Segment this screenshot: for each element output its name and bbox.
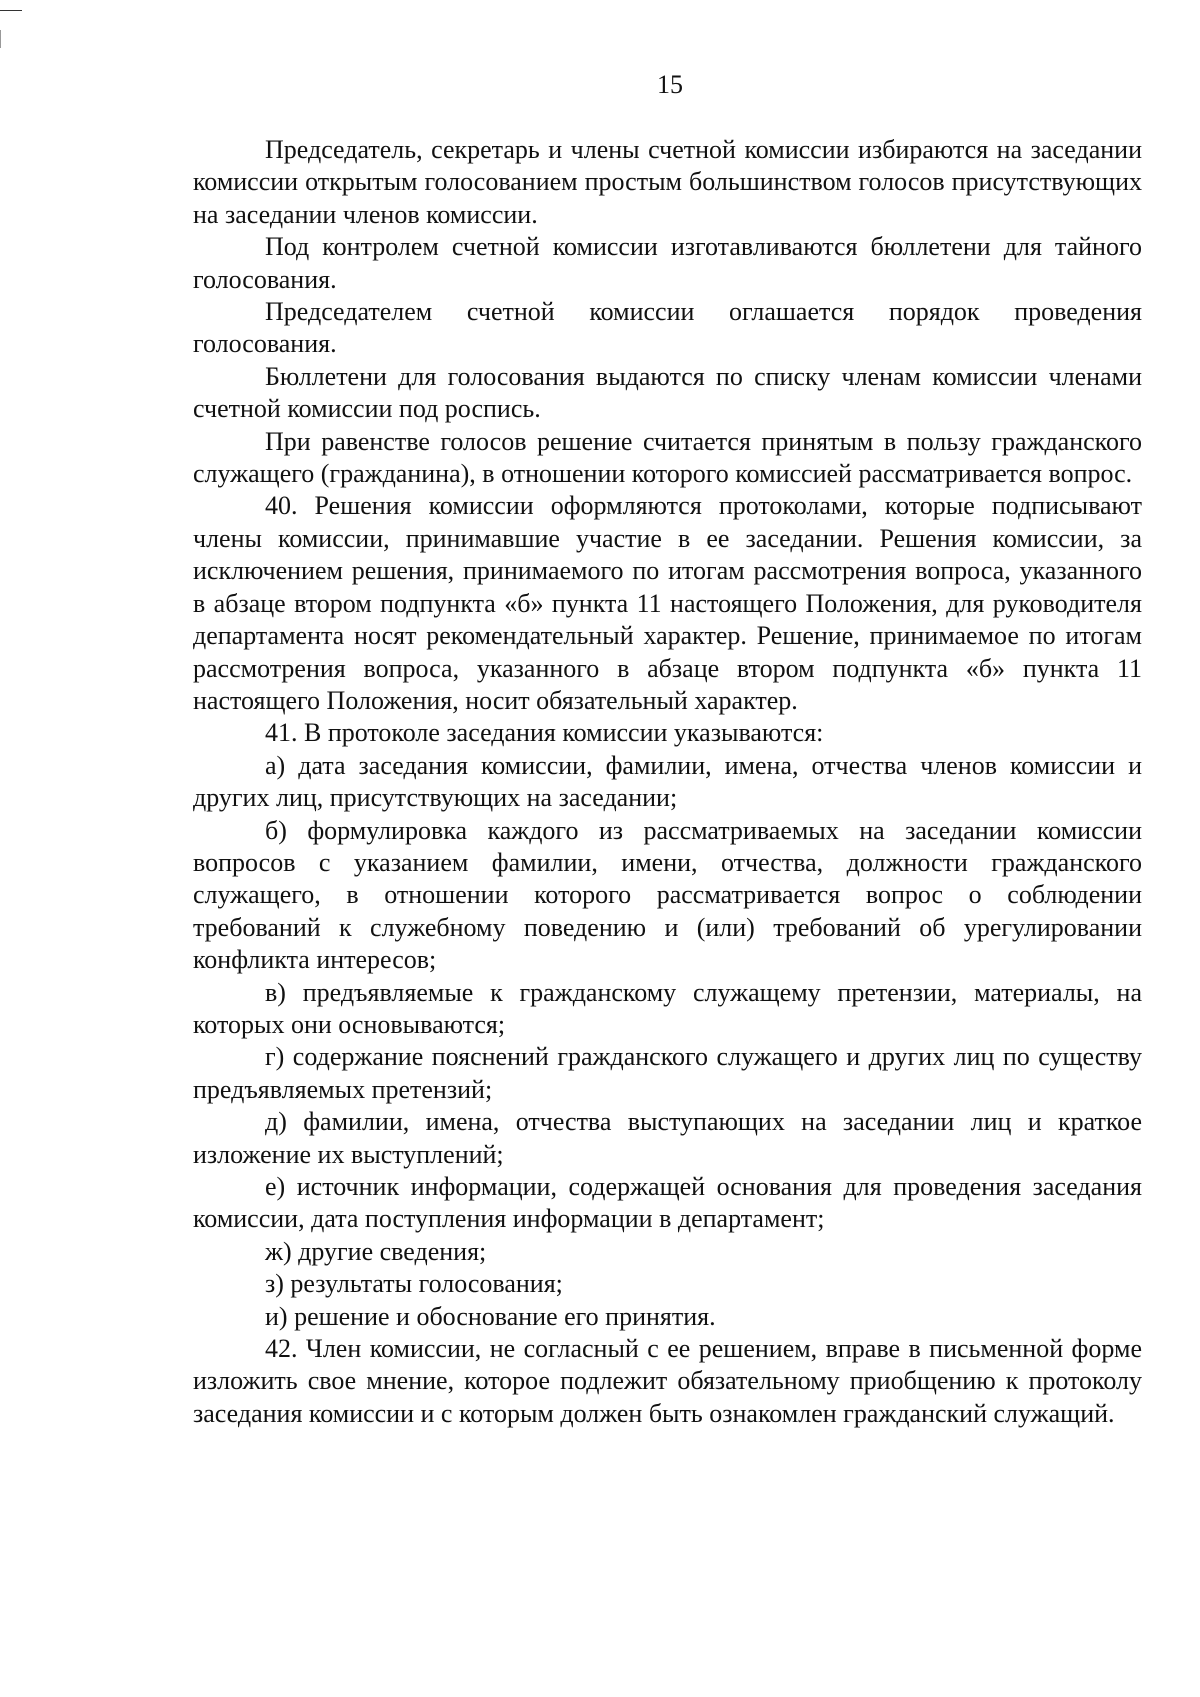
paragraph-ballots-production: Под контролем счетной комиссии изготавливаются бюллетени для тайного голосования.	[193, 232, 1142, 294]
corner-mark	[0, 10, 22, 11]
paragraph-item-41: 41. В протоколе заседания комиссии указываются:	[265, 718, 824, 748]
subitem-b: б) формулировка каждого из рассматриваемых на заседании комиссии вопросов с указанием фамилии, имени, отчества, должности гражданского служащего, в отношении которого рассматривается вопрос о соблюдении требований к служебному поведению и (или) требований об урегулировании конфликта интересов;	[193, 815, 1142, 975]
paragraph-voting-procedure: Председателем счетной комиссии оглашается порядок проведения голосования.	[193, 297, 1142, 359]
subitem-e: е) источник информации, содержащей основания для проведения заседания комиссии, дата поступления информации в департамент;	[193, 1172, 1142, 1234]
subitem-g: г) содержание пояснений гражданского служащего и других лиц по существу предъявляемых претензий;	[193, 1042, 1142, 1104]
paragraph-tie-vote: При равенстве голосов решение считается принятым в пользу гражданского служащего (гражданина), в отношении которого комиссией рассматривается вопрос.	[193, 426, 1142, 489]
corner-mark	[0, 30, 1, 48]
subitem-a: а) дата заседания комиссии, фамилии, имена, отчества членов комиссии и других лиц, присутствующих на заседании;	[193, 750, 1142, 813]
page-number: 15	[657, 70, 683, 99]
paragraph-counting-commission-election: Председатель, секретарь и члены счетной комиссии избираются на заседании комиссии открытым голосованием простым большинством голосов присутствующих на заседании членов комиссии.	[193, 135, 1142, 229]
subitem-z: з) результаты голосования;	[265, 1269, 563, 1299]
paragraph-item-40: 40. Решения комиссии оформляются протоколами, которые подписывают члены комиссии, принимавшие участие в ее заседании. Решения комиссии, за исключением решения, принимаемого по итогам рассмотрения вопроса, указанного в абзаце втором подпункта «б» пункта 11 настоящего Положения, для руководителя департамента носят рекомендательный характер. Решение, принимаемое по итогам рассмотрения вопроса, указанного в абзаце втором подпункта «б» пункта 11 настоящего Положения, носит обязательный характер.	[193, 491, 1142, 715]
paragraph-item-42: 42. Член комиссии, не согласный с ее решением, вправе в письменной форме изложить свое мнение, которое подлежит обязательному приобщению к протоколу заседания комиссии и с которым должен быть ознакомлен гражданский служащий.	[193, 1334, 1142, 1428]
subitem-zh: ж) другие сведения;	[265, 1236, 487, 1266]
subitem-d: д) фамилии, имена, отчества выступающих на заседании лиц и краткое изложение их выступлений;	[193, 1107, 1142, 1169]
subitem-v: в) предъявляемые к гражданскому служащему претензии, материалы, на которых они основываются;	[193, 977, 1142, 1039]
subitem-i: и) решение и обоснование его принятия.	[265, 1301, 716, 1331]
paragraph-ballots-issuance: Бюллетени для голосования выдаются по списку членам комиссии членами счетной комиссии под роспись.	[193, 361, 1142, 424]
document-body	[193, 134, 1142, 1430]
